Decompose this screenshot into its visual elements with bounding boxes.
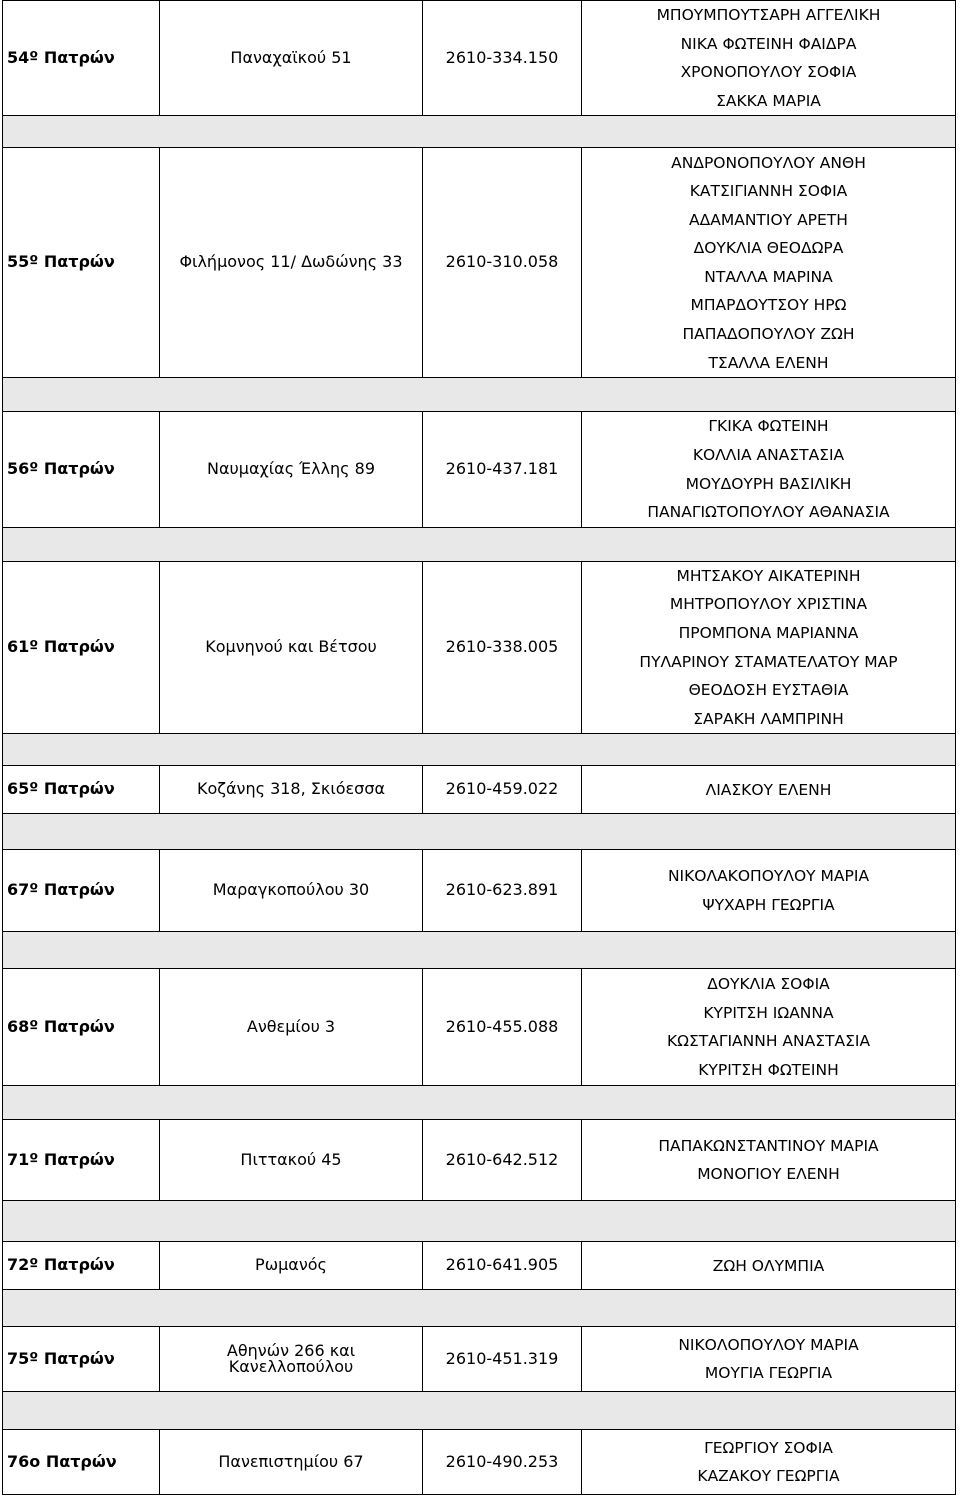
separator-row <box>3 378 956 412</box>
school-name: 75º Πατρών <box>3 1327 160 1392</box>
teacher-name: ΑΝΔΡΟΝΟΠΟΥΛΟΥ ΑΝΘΗ <box>671 153 866 172</box>
school-phone: 2610-310.058 <box>423 148 582 378</box>
teacher-names <box>582 1327 956 1392</box>
teacher-name: ΔΟΥΚΛΙΑ ΘΕΟΔΩΡΑ <box>693 239 844 258</box>
teacher-names <box>582 1120 956 1201</box>
separator-row <box>3 814 956 850</box>
teacher-name: ΜΗΤΡΟΠΟΥΛΟΥ ΧΡΙΣΤΙΝΑ <box>669 595 868 614</box>
school-address: Μαραγκοπούλου 30 <box>160 850 423 932</box>
teacher-name: ΧΡΟΝΟΠΟΥΛΟΥ ΣΟΦΙΑ <box>680 63 857 82</box>
school-name: 76ο Πατρών <box>3 1430 160 1495</box>
separator-cell <box>3 1392 956 1430</box>
school-name: 67º Πατρών <box>3 850 160 932</box>
school-address: Αθηνών 266 και Κανελλοπούλου <box>160 1327 423 1392</box>
school-phone: 2610-437.181 <box>423 412 582 527</box>
separator-row <box>3 1086 956 1120</box>
school-address: Ρωμανός <box>160 1242 423 1290</box>
teacher-name: ΛΙΑΣΚΟΥ ΕΛΕΝΗ <box>705 780 832 799</box>
separator-cell <box>3 116 956 148</box>
table-row <box>3 969 956 1086</box>
school-name: 61º Πατρών <box>3 561 160 734</box>
teacher-name: ΣΑΚΚΑ ΜΑΡΙΑ <box>716 91 821 110</box>
teacher-name: ΚΑΖΑΚΟΥ ΓΕΩΡΓΙΑ <box>697 1467 840 1486</box>
school-phone: 2610-459.022 <box>423 766 582 814</box>
table-row <box>3 561 956 734</box>
school-name: 65º Πατρών <box>3 766 160 814</box>
table-row <box>3 1327 956 1392</box>
teacher-name: ΜΟΝΟΓΙΟΥ ΕΛΕΝΗ <box>697 1165 840 1184</box>
teacher-name: ΝΙΚΑ ΦΩΤΕΙΝΗ ΦΑΙΔΡΑ <box>680 34 857 53</box>
teacher-name: ΝΙΚΟΛΟΠΟΥΛΟΥ ΜΑΡΙΑ <box>678 1335 859 1354</box>
school-address: Πανεπιστημίου 67 <box>160 1430 423 1495</box>
teacher-name: ΝΤΑΛΛΑ ΜΑΡΙΝΑ <box>704 267 833 286</box>
school-name: 71º Πατρών <box>3 1120 160 1201</box>
teacher-name: ΚΥΡΙΤΣΗ ΙΩΑΝΝΑ <box>703 1003 834 1022</box>
teacher-name: ΠΑΠΑΚΩΝΣΤΑΝΤΙΝΟΥ ΜΑΡΙΑ <box>658 1136 879 1155</box>
teacher-name: ΘΕΟΔΟΣΗ ΕΥΣΤΑΘΙΑ <box>688 681 849 700</box>
teacher-names <box>582 148 956 378</box>
teacher-names <box>582 1430 956 1495</box>
table-row <box>3 1120 956 1201</box>
separator-cell <box>3 1201 956 1242</box>
teacher-name: ΠΡΟΜΠΟΝΑ ΜΑΡΙΑΝΝΑ <box>678 623 859 642</box>
table-row <box>3 850 956 932</box>
separator-row <box>3 1392 956 1430</box>
school-address: Κομνηνού και Βέτσου <box>160 561 423 734</box>
separator-cell <box>3 734 956 766</box>
teacher-name: ΓΕΩΡΓΙΟΥ ΣΟΦΙΑ <box>704 1438 833 1457</box>
separator-cell <box>3 1086 956 1120</box>
teacher-names <box>582 561 956 734</box>
schools-table-body <box>3 1 956 1495</box>
school-phone: 2610-455.088 <box>423 969 582 1086</box>
teacher-name: ΠΥΛΑΡΙΝΟΥ ΣΤΑΜΑΤΕΛΑΤΟΥ ΜΑΡ <box>639 652 898 671</box>
school-phone: 2610-338.005 <box>423 561 582 734</box>
table-row <box>3 412 956 527</box>
school-address: Παναχαϊκού 51 <box>160 1 423 116</box>
school-name: 72º Πατρών <box>3 1242 160 1290</box>
school-address: Κοζάνης 318, Σκιόεσσα <box>160 766 423 814</box>
teacher-name: ΠΑΠΑΔΟΠΟΥΛΟΥ ΖΩΗ <box>682 325 855 344</box>
separator-row <box>3 1201 956 1242</box>
school-address: Ανθεμίου 3 <box>160 969 423 1086</box>
table-row <box>3 1 956 116</box>
teacher-name: ΓΚΙΚΑ ΦΩΤΕΙΝΗ <box>708 417 829 436</box>
separator-cell <box>3 814 956 850</box>
separator-cell <box>3 378 956 412</box>
separator-cell <box>3 932 956 969</box>
separator-row <box>3 734 956 766</box>
separator-cell <box>3 1290 956 1327</box>
school-phone: 2610-641.905 <box>423 1242 582 1290</box>
teacher-name: ΑΔΑΜΑΝΤΙΟΥ ΑΡΕΤΗ <box>689 210 848 229</box>
table-row <box>3 1430 956 1495</box>
separator-cell <box>3 527 956 561</box>
separator-row <box>3 932 956 969</box>
school-phone: 2610-623.891 <box>423 850 582 932</box>
teacher-name: ΚΑΤΣΙΓΙΑΝΝΗ ΣΟΦΙΑ <box>689 182 848 201</box>
school-phone: 2610-490.253 <box>423 1430 582 1495</box>
teacher-name: ΜΗΤΣΑΚΟΥ ΑΙΚΑΤΕΡΙΝΗ <box>676 566 861 585</box>
separator-row <box>3 1290 956 1327</box>
school-address: Πιττακού 45 <box>160 1120 423 1201</box>
teacher-names <box>582 766 956 814</box>
teacher-name: ΣΑΡΑΚΗ ΛΑΜΠΡΙΝΗ <box>693 709 844 728</box>
teacher-name: ΚΟΛΛΙΑ ΑΝΑΣΤΑΣΙΑ <box>692 445 845 464</box>
teacher-name: ΜΠΑΡΔΟΥΤΣΟΥ ΗΡΩ <box>690 296 847 315</box>
separator-row <box>3 116 956 148</box>
teacher-name: ΔΟΥΚΛΙΑ ΣΟΦΙΑ <box>707 975 830 994</box>
teacher-names <box>582 969 956 1086</box>
teacher-name: ΜΟΥΔΟΥΡΗ ΒΑΣΙΛΙΚΗ <box>685 474 852 493</box>
teacher-name: ΚΩΣΤΑΓΙΑΝΝΗ ΑΝΑΣΤΑΣΙΑ <box>666 1032 871 1051</box>
teacher-names <box>582 412 956 527</box>
table-row <box>3 148 956 378</box>
teacher-names <box>582 850 956 932</box>
separator-row <box>3 527 956 561</box>
school-address: Ναυμαχίας Έλλης 89 <box>160 412 423 527</box>
teacher-name: ΨΥΧΑΡΗ ΓΕΩΡΓΙΑ <box>702 895 835 914</box>
school-phone: 2610-642.512 <box>423 1120 582 1201</box>
school-address: Φιλήμονος 11/ Δωδώνης 33 <box>160 148 423 378</box>
school-phone: 2610-451.319 <box>423 1327 582 1392</box>
teacher-names <box>582 1242 956 1290</box>
school-name: 68º Πατρών <box>3 969 160 1086</box>
table-row <box>3 1242 956 1290</box>
teacher-name: ΖΩΗ ΟΛΥΜΠΙΑ <box>712 1256 825 1275</box>
table-row <box>3 766 956 814</box>
schools-table <box>2 0 956 1495</box>
school-name: 55º Πατρών <box>3 148 160 378</box>
teacher-name: ΜΟΥΓΙΑ ΓΕΩΡΓΙΑ <box>704 1364 833 1383</box>
teacher-names <box>582 1 956 116</box>
teacher-name: ΠΑΝΑΓΙΩΤΟΠΟΥΛΟΥ ΑΘΑΝΑΣΙΑ <box>647 503 890 522</box>
teacher-name: ΤΣΑΛΛΑ ΕΛΕΝΗ <box>708 353 829 372</box>
teacher-name: ΚΥΡΙΤΣΗ ΦΩΤΕΙΝΗ <box>698 1060 839 1079</box>
school-phone: 2610-334.150 <box>423 1 582 116</box>
school-name: 54º Πατρών <box>3 1 160 116</box>
teacher-name: ΜΠΟΥΜΠΟΥΤΣΑΡΗ ΑΓΓΕΛΙΚΗ <box>656 6 881 24</box>
teacher-name: ΝΙΚΟΛΑΚΟΠΟΥΛΟΥ ΜΑΡΙΑ <box>667 867 870 886</box>
school-name: 56º Πατρών <box>3 412 160 527</box>
